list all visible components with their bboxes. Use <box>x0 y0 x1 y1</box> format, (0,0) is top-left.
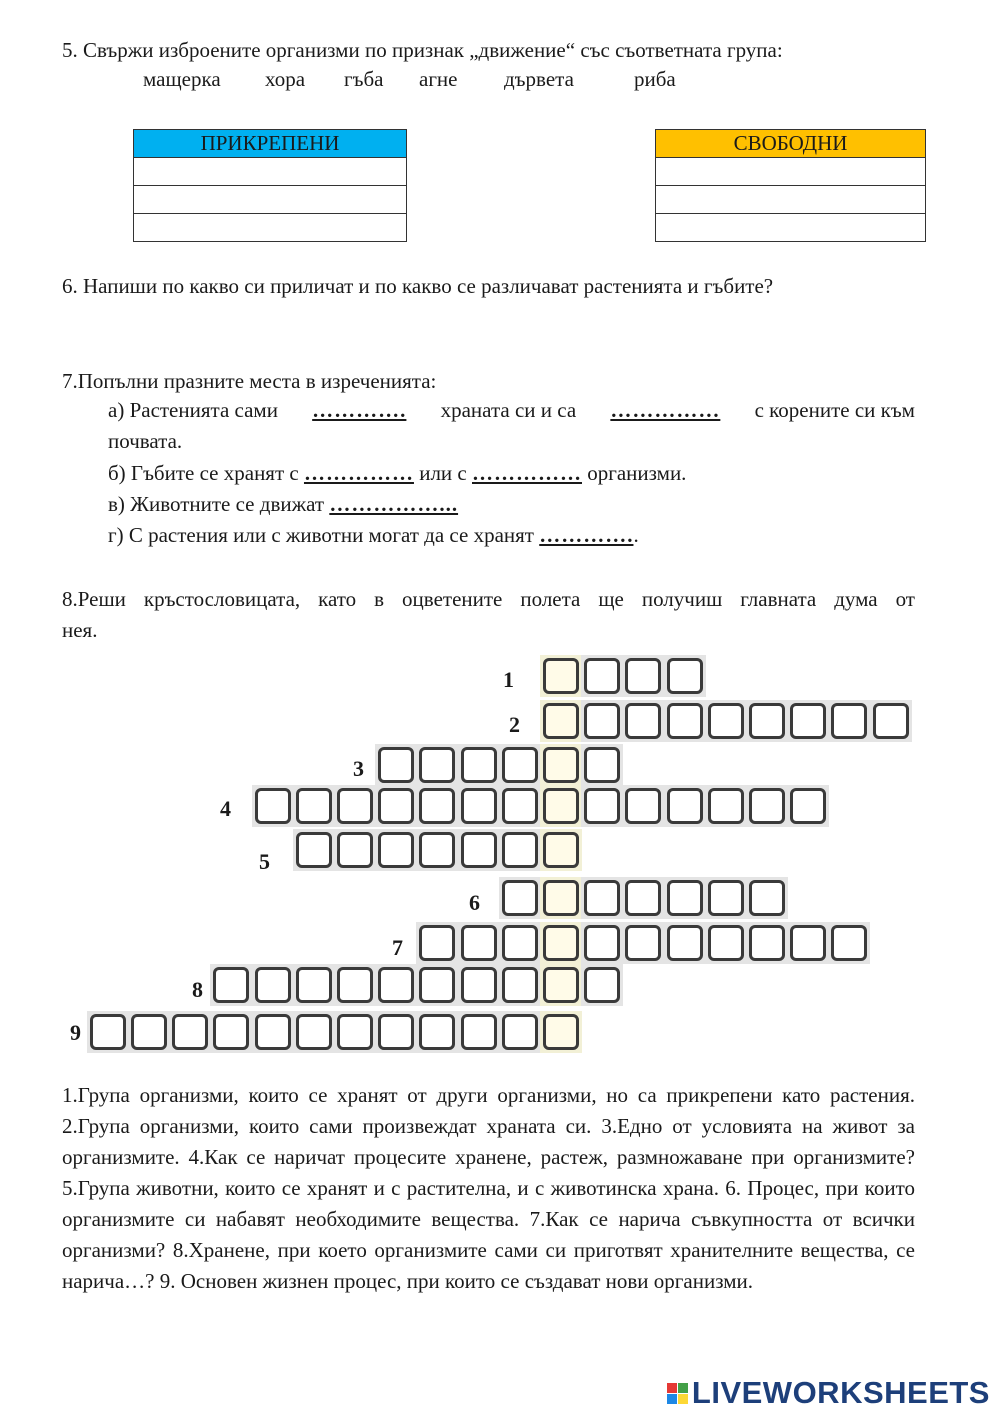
free-answer-cell[interactable] <box>656 214 926 242</box>
blank-field[interactable]: …………… <box>303 461 414 485</box>
crossword-cell[interactable] <box>502 967 538 1003</box>
crossword-cell[interactable] <box>378 832 414 868</box>
sentence-d <box>108 520 639 551</box>
crossword-cell[interactable] <box>625 925 661 961</box>
clue-number: 4 <box>220 796 231 821</box>
crossword-key-cell[interactable] <box>543 967 579 1003</box>
crossword-cell[interactable] <box>419 1014 455 1050</box>
crossword-cell[interactable] <box>502 832 538 868</box>
question-8-text: 8.Реши кръстословицата, като в оцветените полета ще получиш главната дума от <box>62 587 915 611</box>
clue-number: 9 <box>70 1020 81 1045</box>
crossword-cell[interactable] <box>584 658 620 694</box>
logo-mark-icon <box>667 1383 689 1405</box>
sentence-text: г) С растения или с животни могат да се хранят <box>108 523 534 547</box>
crossword-cell[interactable] <box>584 925 620 961</box>
free-group-table <box>655 129 926 242</box>
sentence-text: с корените си към <box>754 398 915 422</box>
clue-number: 2 <box>509 712 520 737</box>
crossword-cell[interactable] <box>378 1014 414 1050</box>
crossword-cell[interactable] <box>502 925 538 961</box>
crossword-cell[interactable] <box>213 967 249 1003</box>
blank-field[interactable]: …………. <box>539 523 634 547</box>
sentence-b <box>108 458 686 489</box>
crossword-cell[interactable] <box>831 925 867 961</box>
attached-header: ПРИКРЕПЕНИ <box>134 130 407 158</box>
crossword-key-cell[interactable] <box>543 658 579 694</box>
crossword-cell[interactable] <box>831 703 867 739</box>
crossword-cell[interactable] <box>213 1014 249 1050</box>
crossword-cell[interactable] <box>708 788 744 824</box>
crossword-cell[interactable] <box>584 703 620 739</box>
crossword-cell[interactable] <box>172 1014 208 1050</box>
crossword-key-cell[interactable] <box>543 925 579 961</box>
free-answer-cell[interactable] <box>656 186 926 214</box>
crossword-cell[interactable] <box>584 788 620 824</box>
word-item: хора <box>265 67 306 91</box>
clue-number: 1 <box>503 667 514 692</box>
sentence-text: или с <box>419 461 467 485</box>
sentence-text: а) Растенията сами <box>108 398 278 422</box>
sentence-text: б) Гъбите се хранят с <box>108 461 299 485</box>
crossword-cell[interactable] <box>708 703 744 739</box>
crossword-cell[interactable] <box>873 703 909 739</box>
crossword-cell[interactable] <box>419 788 455 824</box>
clue-number: 5 <box>259 849 270 874</box>
crossword-key-cell[interactable] <box>543 880 579 916</box>
crossword-cell[interactable] <box>749 703 785 739</box>
crossword-cell[interactable] <box>337 832 373 868</box>
clue-number: 3 <box>353 756 364 781</box>
crossword-cell[interactable] <box>708 925 744 961</box>
crossword-cell[interactable] <box>296 1014 332 1050</box>
clue-number: 7 <box>392 935 403 960</box>
crossword-cell[interactable] <box>378 967 414 1003</box>
free-header: СВОБОДНИ <box>656 130 926 158</box>
crossword-cell[interactable] <box>419 747 455 783</box>
crossword-cell[interactable] <box>461 832 497 868</box>
sentence-a <box>108 395 915 426</box>
crossword-cell[interactable] <box>131 1014 167 1050</box>
liveworksheets-logo <box>667 1375 990 1411</box>
word-item: гъба <box>344 67 384 91</box>
crossword-cell[interactable] <box>625 658 661 694</box>
crossword-cell[interactable] <box>667 703 703 739</box>
crossword-cell[interactable] <box>461 788 497 824</box>
crossword-key-cell[interactable] <box>543 747 579 783</box>
crossword-cell[interactable] <box>502 1014 538 1050</box>
attached-answer-cell[interactable] <box>134 158 407 186</box>
question-6-text: 6. Напиши по какво си приличат и по какво се различават растенията и гъбите? <box>62 274 774 298</box>
crossword-cell[interactable] <box>625 788 661 824</box>
word-item: мащерка <box>143 67 221 91</box>
crossword-cell[interactable] <box>461 967 497 1003</box>
crossword-cell[interactable] <box>378 747 414 783</box>
crossword-cell[interactable] <box>255 967 291 1003</box>
crossword-cell[interactable] <box>749 880 785 916</box>
crossword-cell[interactable] <box>667 788 703 824</box>
crossword-cell[interactable] <box>667 925 703 961</box>
sentence-text: в) Животните се движат <box>108 492 325 516</box>
blank-field[interactable]: …………… <box>610 398 721 422</box>
crossword-cell[interactable] <box>90 1014 126 1050</box>
question-5-text: 5. Свържи изброените организми по признак „движение“ със съответната група: <box>62 38 783 62</box>
crossword-cell[interactable] <box>502 747 538 783</box>
crossword-cell[interactable] <box>667 658 703 694</box>
crossword-clues: 1.Група организми, които се хранят от други организми, но са прикрепени като растения. 2.Група организми, които сами произвеждат храната си. 3.Едно от условията на живот за организмите. 4.Как се наричат процесите хранене, растеж, размножаване при организмите? 5.Група животни, които се хранят и с растителна, и с животинска храна. 6. Процес, при които организмите си набавят необходимите вещества. 7.Как се нарича съвкупността от всички организми? 8.Хранене, при което организмите сами си приготвят хранителните вещества, се нарича…? 9. Основен жизнен процес, при които се създават нови организми. <box>62 1083 915 1293</box>
crossword-cell[interactable] <box>255 1014 291 1050</box>
crossword-cell[interactable] <box>337 1014 373 1050</box>
logo-text: LIVEWORKSHEETS <box>691 1375 990 1410</box>
crossword-cell[interactable] <box>790 925 826 961</box>
crossword-cell[interactable] <box>584 967 620 1003</box>
crossword-cell[interactable] <box>255 788 291 824</box>
blank-field[interactable]: …………. <box>312 398 407 422</box>
crossword-cell[interactable] <box>708 880 744 916</box>
crossword-cell[interactable] <box>461 1014 497 1050</box>
crossword-cell[interactable] <box>749 788 785 824</box>
crossword-cell[interactable] <box>502 788 538 824</box>
sentence-text: храната си и са <box>440 398 577 422</box>
crossword-cell[interactable] <box>296 967 332 1003</box>
crossword-cell[interactable] <box>296 832 332 868</box>
crossword-cell[interactable] <box>625 703 661 739</box>
crossword-cell[interactable] <box>790 788 826 824</box>
crossword-key-cell[interactable] <box>543 1014 579 1050</box>
sentence-text: организми. <box>587 461 687 485</box>
crossword-cell[interactable] <box>584 747 620 783</box>
sentence-c <box>108 489 458 520</box>
crossword-cell[interactable] <box>378 788 414 824</box>
crossword-cell[interactable] <box>625 880 661 916</box>
crossword-cell[interactable] <box>337 788 373 824</box>
sentence-a-end: почвата. <box>108 429 183 453</box>
question-8-text-end: нея. <box>62 618 98 642</box>
crossword-cell[interactable] <box>296 788 332 824</box>
sentence-text: . <box>633 523 639 547</box>
word-item: агне <box>419 67 458 91</box>
blank-field[interactable]: ……………... <box>329 492 459 516</box>
crossword-cell[interactable] <box>419 832 455 868</box>
word-item: риба <box>634 67 676 91</box>
crossword-cell[interactable] <box>461 925 497 961</box>
attached-answer-cell[interactable] <box>134 214 407 242</box>
clue-number: 6 <box>469 890 480 915</box>
crossword-cell[interactable] <box>749 925 785 961</box>
crossword-cell[interactable] <box>419 925 455 961</box>
crossword-cell[interactable] <box>419 967 455 1003</box>
crossword-cell[interactable] <box>337 967 373 1003</box>
crossword-cell[interactable] <box>461 747 497 783</box>
word-item: дървета <box>504 67 574 91</box>
crossword-cell[interactable] <box>584 880 620 916</box>
clue-number: 8 <box>192 977 203 1002</box>
question-7-text: 7.Попълни празните места в изреченията: <box>62 369 437 393</box>
crossword-cell[interactable] <box>502 880 538 916</box>
crossword-key-cell[interactable] <box>543 703 579 739</box>
crossword-cell[interactable] <box>667 880 703 916</box>
attached-group-table <box>133 129 407 242</box>
crossword-cell[interactable] <box>790 703 826 739</box>
attached-answer-cell[interactable] <box>134 186 407 214</box>
free-answer-cell[interactable] <box>656 158 926 186</box>
crossword-key-cell[interactable] <box>543 832 579 868</box>
crossword-key-cell[interactable] <box>543 788 579 824</box>
blank-field[interactable]: …………… <box>472 461 582 485</box>
